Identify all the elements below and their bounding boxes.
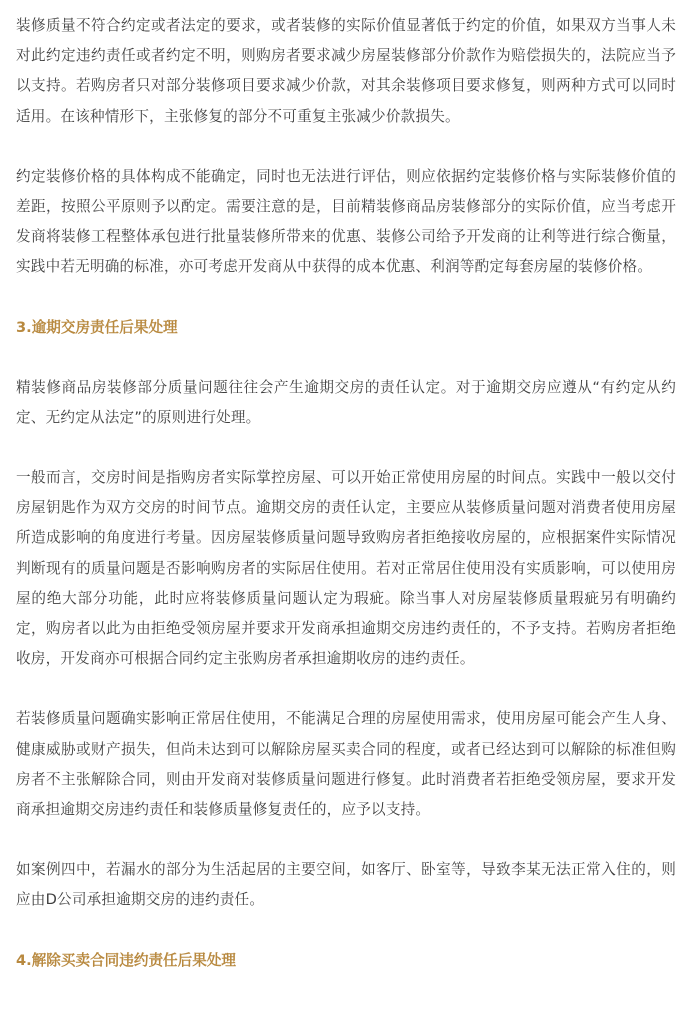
paragraph-gap: [16, 283, 676, 313]
paragraph-price-determination: 约定装修价格的具体构成不能确定，同时也无法进行评估，则应依据约定装修价格与实际装修价值的差距，按照公平原则予以酌定。需要注意的是，目前精装修商品房装修部分的实际价值，应当考虑开发商将装修工程整体承包进行批量装修所带来的优惠、装修公司给予开发商的让利等进行综合衡量，实践中若无明确的标准，亦可考虑开发商从中获得的成本优惠、利润等酌定每套房屋的装修价格。: [16, 167, 676, 276]
paragraph-gap: [16, 674, 676, 704]
paragraph-delivery-time: 一般而言，交房时间是指购房者实际掌控房屋、可以开始正常使用房屋的时间点。实践中一般以交付房屋钥匙作为双方交房的时间节点。逾期交房的责任认定，主要应从装修质量问题对消费者使用房屋所造成影响的角度进行考量。因房屋装修质量问题导致购房者拒绝接收房屋的，应根据案件实际情况判断现有的质量问题是否影响购房者的实际居住使用。若对正常居住使用没有实质影响，可以使用房屋的绝大部分功能，此时应将装修质量问题认定为瑕疵。除当事人对房屋装修质量瑕疵另有明确约定，购房者以此为由拒绝受领房屋并要求开发商承担逾期交房违约责任的，不予支持。若购房者拒绝收房，开发商亦可根据合同约定主张购房者承担逾期收房的违约责任。: [16, 469, 676, 668]
paragraph-gap: [16, 825, 676, 855]
section-heading-overdue-delivery: 3.逾期交房责任后果处理: [16, 318, 178, 336]
paragraph-case-four: 如案例四中，若漏水的部分为生活起居的主要空间，如客厅、卧室等，导致李某无法正常入住的，则应由D公司承担逾期交房的违约责任。: [16, 861, 676, 909]
paragraph-quality-affects-use: 若装修质量问题确实影响正常居住使用，不能满足合理的房屋使用需求，使用房屋可能会产生人身、健康威胁或财产损失，但尚未达到可以解除房屋买卖合同的程度，或者已经达到可以解除的标准但购房者不主张解除合同，则由开发商对装修质量问题进行修复。此时消费者若拒绝受领房屋，要求开发商承担逾期交房违约责任和装修质量修复责任的，应予以支持。: [16, 710, 676, 819]
paragraph-decoration-price-reduction: 装修质量不符合约定或者法定的要求，或者装修的实际价值显著低于约定的价值，如果双方当事人未对此约定违约责任或者约定不明，则购房者要求减少房屋装修部分价款作为赔偿损失的，法院应当予以支持。若购房者只对部分装修项目要求减少价款，对其余装修项目要求修复，则两种方式可以同时适用。在该种情形下，主张修复的部分不可重复主张减少价款损失。: [16, 17, 676, 125]
paragraph-gap: [16, 433, 676, 463]
section-heading-contract-termination: 4.解除买卖合同违约责任后果处理: [16, 951, 237, 969]
paragraph-gap: [16, 132, 676, 162]
paragraph-overdue-principle: 精装修商品房装修部分质量问题往往会产生逾期交房的责任认定。对于逾期交房应遵从“有约定从约定、无约定从法定”的原则进行处理。: [16, 378, 676, 426]
paragraph-gap: [16, 916, 676, 946]
paragraph-gap: [16, 343, 676, 373]
